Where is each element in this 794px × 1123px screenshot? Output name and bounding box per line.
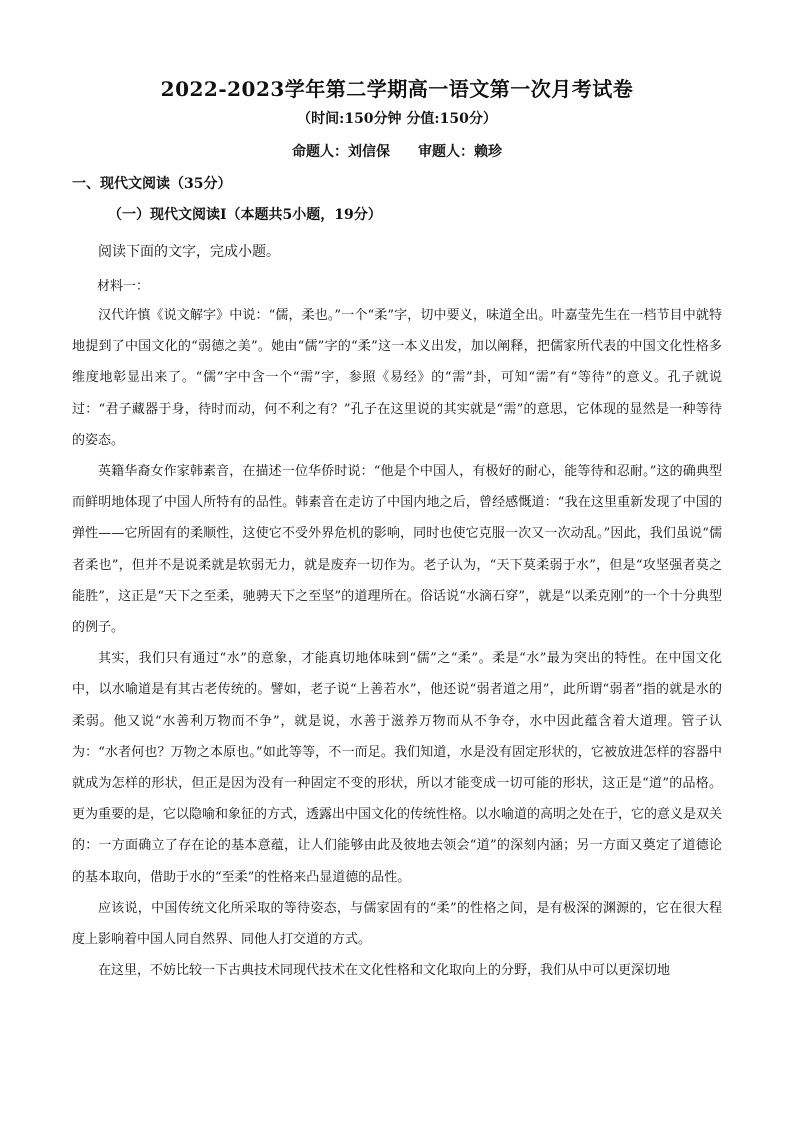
passage-paragraph: 汉代许慎《说文解字》中说：“儒，柔也。”一个“柔”字，切中要义，味道全出。叶嘉莹先生在一档节目中就特地提到了中国文化的“弱德之美”。她由“儒”字的“柔”这一本义出发，加以阐释，把儒家所代表的中国文化性格多维度地彰显出来了。“儒”字中含一个“需”字，参照《易经》的“需”卦，可知“需”有“等待”的意义。孔子就说过：“君子藏器于身，待时而动，何不利之有？”孔子在这里说的其实就是“需”的意思，它体现的显然是一种等待的姿态。	[72, 308, 722, 448]
passage-paragraph: 应该说，中国传统文化所采取的等待姿态，与儒家固有的“柔”的性格之间，是有极深的渊源的，它在很大程度上影响着中国人同自然界、同他人打交道的方式。	[72, 900, 722, 948]
subsection-heading-1: （一）现代文阅读Ⅰ（本题共5小题，19分）	[108, 207, 382, 223]
passage-paragraph: 英籍华裔女作家韩素音，在描述一位华侨时说：“他是个中国人，有极好的耐心，能等待和忍耐。”这的确典型而鲜明地体现了中国人所特有的品性。韩素音在走访了中国内地之后，曾经感慨道：“我在这里重新发现了中国的弹性——它所固有的柔顺性，这使它不受外界危机的影响，同时也使它克服一次又一次动乱。”因此，我们虽说“儒者柔也”，但并不是说柔就是软弱无力，就是废弃一切作为。老子认为，“天下莫柔弱于水”，但是“攻坚强者莫之能胜”，这正是“天下之至柔，驰骋天下之至坚”的道理所在。俗话说“水滴石穿”，就是“以柔克刚”的一个十分典型的例子。	[72, 464, 722, 636]
exam-time-score: （时间:150分钟 分值:150分）	[297, 111, 497, 127]
exam-authors	[0, 141, 794, 161]
exam-title: 2022-2023学年第二学期高一语文第一次月考试卷	[160, 77, 634, 101]
reading-passage	[72, 300, 722, 986]
reading-instruction: 阅读下面的文字，完成小题。	[98, 244, 280, 260]
question-reviewer: 审题人：赖珍	[418, 144, 502, 160]
section-heading-1: 一、现代文阅读（35分）	[72, 176, 232, 192]
passage-paragraph: 其实，我们只有通过“水”的意象，才能真切地体味到“儒”之“柔”。柔是“水”最为突出的特性。在中国文化中，以水喻道是有其古老传统的。譬如，老子说“上善若水”，他还说“弱者道之用”，此所谓“弱者”指的就是水的柔弱。他又说“水善利万物而不争”，就是说，水善于滋养万物而从不争夺，水中因此蕴含着大道理。管子认为：“水者何也？万物之本原也。”如此等等，不一而足。我们知道，水是没有固定形状的，它被放进怎样的容器中就成为怎样的形状，但正是因为没有一种固定不变的形状，所以才能变成一切可能的形状，这正是“道”的品格。更为重要的是，它以隐喻和象征的方式，透露出中国文化的传统性格。以水喻道的高明之处在于，它的意义是双关的：一方面确立了存在论的基本意蕴，让人们能够由此及彼地去领会“道”的深刻内涵；另一方面又奠定了道德论的基本取向，借助于水的“至柔”的性格来凸显道德的品性。	[72, 651, 723, 885]
passage-paragraph: 在这里，不妨比较一下古典技术同现代技术在文化性格和文化取向上的分野，我们从中可以更深切地	[98, 963, 671, 979]
material-label: 材料一：	[97, 279, 150, 294]
question-setter: 命题人：刘信保	[292, 144, 390, 160]
